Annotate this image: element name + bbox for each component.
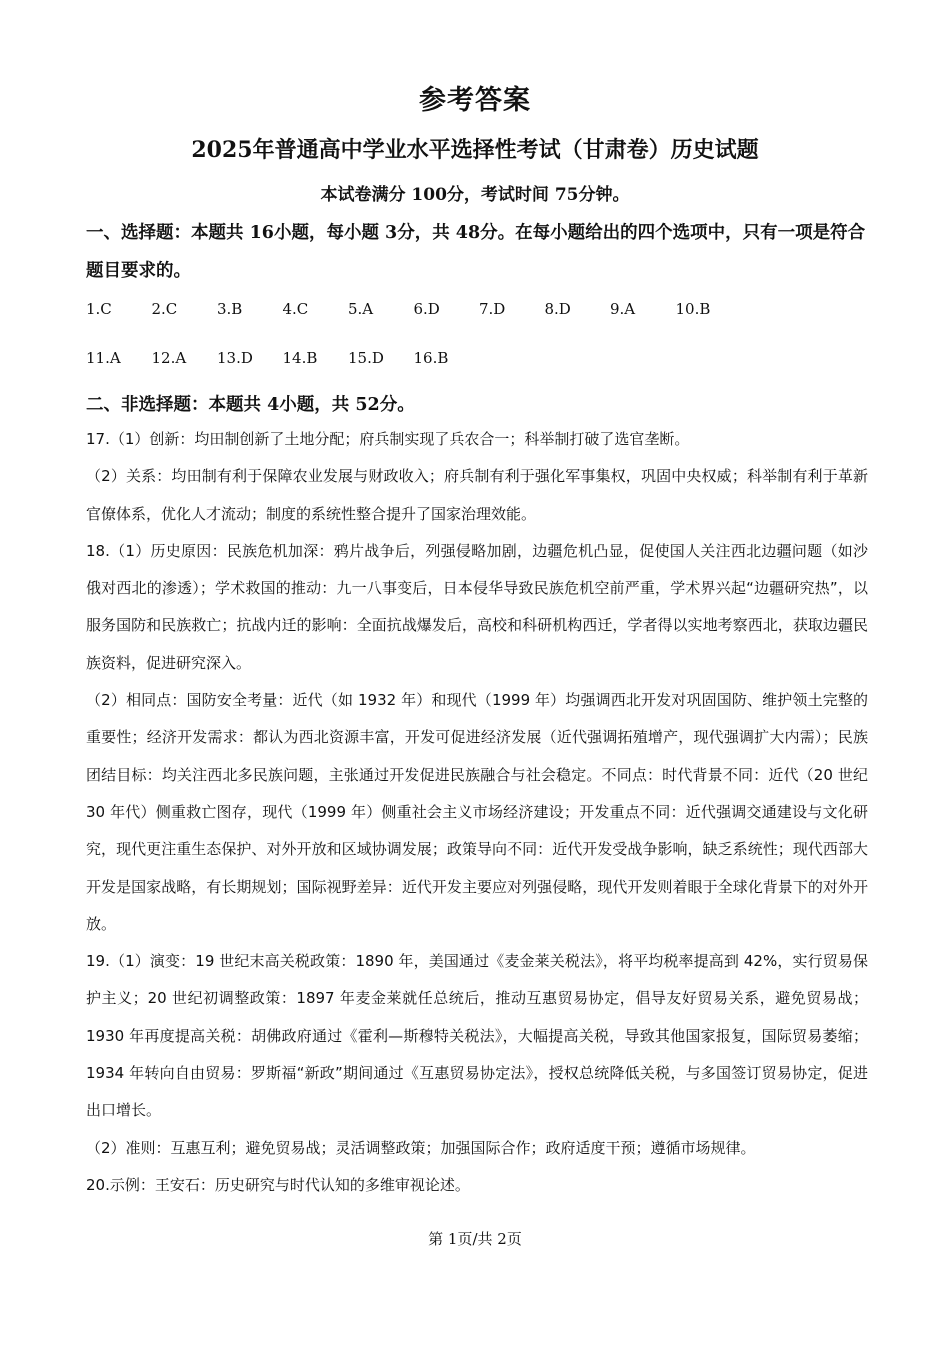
answer-item: 7.D <box>479 300 506 318</box>
answer-item: 10.B <box>675 300 711 318</box>
exam-note: 本试卷满分 100分，考试时间 75分钟。 <box>320 185 630 205</box>
answer-item: 5.A <box>348 300 374 318</box>
answer-item: 16.B <box>413 349 449 367</box>
answer-paragraph: （2）相同点：国防安全考量：近代（如 1932 年）和现代（1999 年）均强调西北开发对巩固国防、维护领土完整的重要性；经济开发需求：都认为西北资源丰富，开发可促进经济发展（近代强调拓殖增产，现代强调扩大内需）；民族团结目标：均关注西北多民族问题，主张通过开发促进民族融合与社会稳定。不同点：时代背景不同：近代（20 世纪 30 年代）侧重救亡图存，现代（1999 年）侧重社会主义市场经济建设；开发重点不同：近代强调交通建设与文化研究，现代更注重生态保护、对外开放和区域协调发展；政策导向不同：近代开发受战争影响，缺乏系统性；现代西部大开发是国家战略，有长期规划；国际视野差异：近代开发主要应对列强侵略，现代开发则着眼于全球化背景下的对外开放。 <box>86 691 868 933</box>
section1-heading: 一、选择题：本题共 16小题，每小题 3分，共 48分。在每小题给出的四个选项中，只有一项是符合题目要求的。 <box>86 223 866 281</box>
answer-item: 1.C <box>86 300 112 318</box>
answer-item: 2.C <box>151 300 178 318</box>
answer-item: 13.D <box>217 349 253 367</box>
answer-item: 11.A <box>86 349 121 367</box>
exam-subtitle: 2025年普通高中学业水平选择性考试（甘肃卷）历史试题 <box>191 137 759 163</box>
answer-item: 6.D <box>413 300 440 318</box>
answer-row-1 <box>86 300 876 318</box>
page-title: 参考答案 <box>419 85 531 116</box>
answer-paragraph: 19.（1）演变：19 世纪末高关税政策：1890 年，美国通过《麦金莱关税法》，将平均税率提高到 42%，实行贸易保护主义；20 世纪初调整政策：1897 年麦金莱就任总统后，推动互惠贸易协定，倡导友好贸易关系，避免贸易战；1930 年再度提高关税：胡佛政府通过《霍利—斯穆特关税法》，大幅提高关税，导致其他国家报复，国际贸易萎缩；1934 年转向自由贸易：罗斯福“新政”期间通过《互惠贸易协定法》，授权总统降低关税，与多国签订贸易协定，促进出口增长。 <box>86 952 868 1120</box>
section2-heading: 二、非选择题：本题共 4小题，共 52分。 <box>86 395 415 415</box>
answer-paragraph: （2）关系：均田制有利于保障农业发展与财政收入；府兵制有利于强化军事集权，巩固中央权威；科举制有利于革新官僚体系，优化人才流动；制度的系统性整合提升了国家治理效能。 <box>86 467 868 523</box>
answer-item: 12.A <box>151 349 187 367</box>
answer-row-2 <box>86 349 876 367</box>
answer-paragraph: 20.示例：王安石：历史研究与时代认知的多维审视论述。 <box>86 1175 470 1194</box>
answer-body <box>86 421 868 1204</box>
answer-item: 15.D <box>348 349 384 367</box>
answer-item: 3.B <box>217 300 243 318</box>
answer-paragraph: 18.（1）历史原因：民族危机加深：鸦片战争后，列强侵略加剧，边疆危机凸显，促使国人关注西北边疆问题（如沙俄对西北的渗透）；学术救国的推动：九一八事变后，日本侵华导致民族危机空前严重，学术界兴起“边疆研究热”，以服务国防和民族救亡；抗战内迁的影响：全面抗战爆发后，高校和科研机构西迁，学者得以实地考察西北，获取边疆民族资料，促进研究深入。 <box>86 541 868 672</box>
answer-paragraph: 17.（1）创新：均田制创新了土地分配；府兵制实现了兵农合一；科举制打破了选官垄断。 <box>86 430 690 448</box>
answer-item: 8.D <box>544 300 571 318</box>
answer-item: 9.A <box>610 300 636 318</box>
page-number: 第 1页/共 2页 <box>428 1230 522 1248</box>
answer-item: 4.C <box>282 300 309 318</box>
answer-paragraph: （2）准则：互惠互利；避免贸易战；灵活调整政策；加强国际合作；政府适度干预；遵循市场规律。 <box>86 1138 756 1157</box>
answer-item: 14.B <box>282 349 318 367</box>
